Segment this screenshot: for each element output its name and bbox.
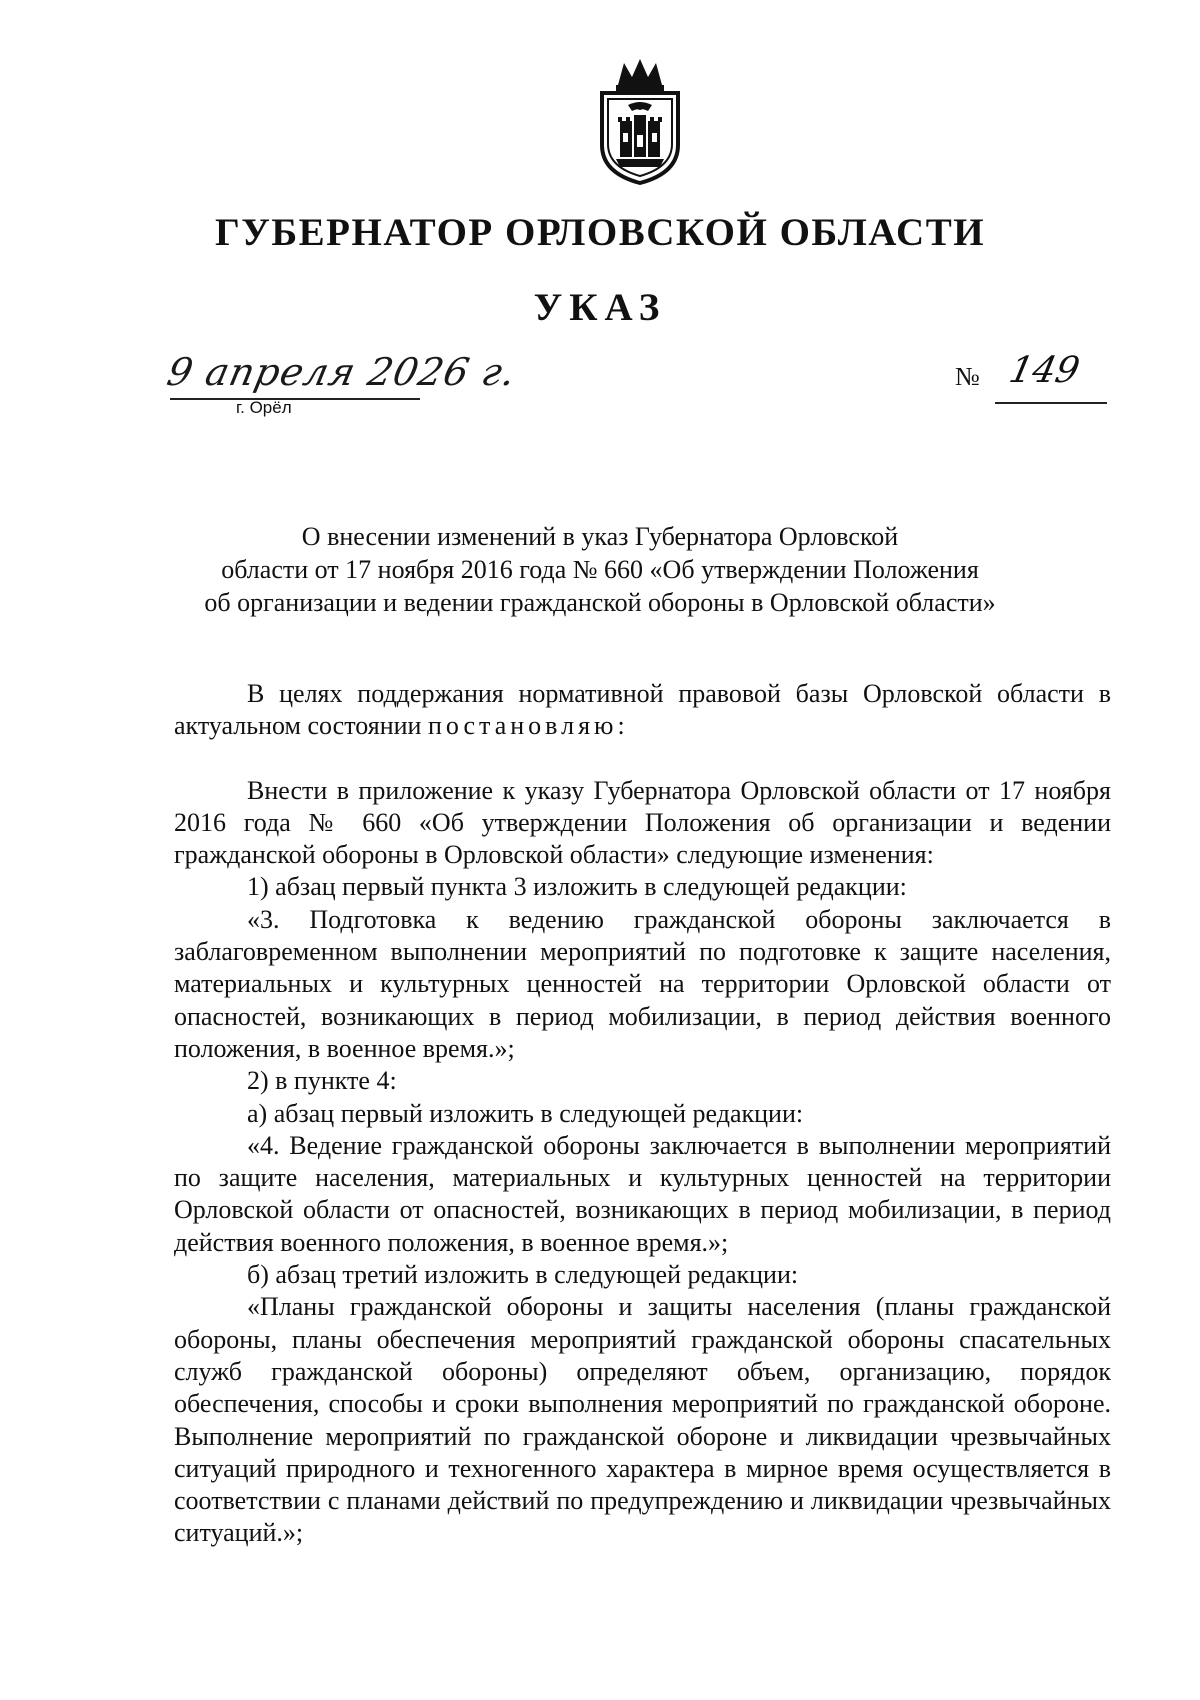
body-paragraph: 1) абзац первый пункта 3 изложить в следующей редакции: <box>247 872 907 902</box>
preamble-text: В целях поддержания нормативной правовой базы Орловской области в актуальном состоянии <box>174 679 1111 741</box>
coat-of-arms-emblem <box>590 55 690 185</box>
number-underline <box>995 402 1107 404</box>
body-paragraph: а) абзац первый изложить в следующей редакции: <box>247 1098 804 1128</box>
decree-suffix: : <box>617 711 625 741</box>
body-paragraph: «Планы гражданской обороны и защиты населения (планы гражданской обороны, планы обеспечения мероприятий гражданской обороны спасательных служб гражданской обороны) определяют объем, организацию, порядок обеспечения, способы и сроки выполнения мероприятий по гражданской обороне. Выполнение мероприятий по гражданской обороне и ликвидации чрезвычайных ситуаций природного и техногенного характера в мирное время осуществляется в соответствии с планами действий по предупреждению и ликвидации чрезвычайных ситуаций.»; <box>174 1292 1111 1548</box>
handwritten-number: 149 <box>1005 350 1084 391</box>
decree-word: постановляю <box>427 711 618 741</box>
subject-line: области от 17 ноября 2016 года № 660 «Об утверждении Положения <box>221 555 979 584</box>
number-label: № <box>955 362 980 391</box>
handwritten-date: 9 апреля 2026 г. <box>163 350 521 394</box>
authority-title: ГУБЕРНАТОР ОРЛОВСКОЙ ОБЛАСТИ <box>214 211 986 254</box>
body-paragraph: Внести в приложение к указу Губернатора Орловской области от 17 ноября 2016 года № 660 «Об утверждении Положения об организации и ведении гражданской обороны в Орловской области» следующие изменения: <box>174 775 1111 870</box>
subject-line: об организации и ведении гражданской обороны в Орловской области» <box>204 588 996 617</box>
preamble-paragraph <box>174 678 1111 743</box>
decree-body <box>174 678 1111 1550</box>
body-paragraph: «4. Ведение гражданской обороны заключается в выполнении мероприятий по защите населения, материальных и культурных ценностей на территории Орловской области от опасностей, возникающих в период мобилизации, в период действия военного положения, в военное время.»; <box>174 1130 1111 1257</box>
date-underline <box>170 398 420 400</box>
body-paragraph: б) абзац третий изложить в следующей редакции: <box>247 1260 799 1290</box>
subject-line: О внесении изменений в указ Губернатора Орловской <box>301 522 899 551</box>
body-paragraph: 2) в пункте 4: <box>247 1066 397 1096</box>
city-label: г. Орёл <box>236 398 292 417</box>
document-type: УКАЗ <box>533 286 667 329</box>
decree-subject <box>200 520 1000 619</box>
body-paragraph: «3. Подготовка к ведению гражданской обороны заключается в заблаговременном выполнении мероприятий по подготовке к защите населения, материальных и культурных ценностей на территории Орловской области от опасностей, возникающих в период мобилизации, в период действия военного положения, в военное время.»; <box>174 904 1111 1063</box>
